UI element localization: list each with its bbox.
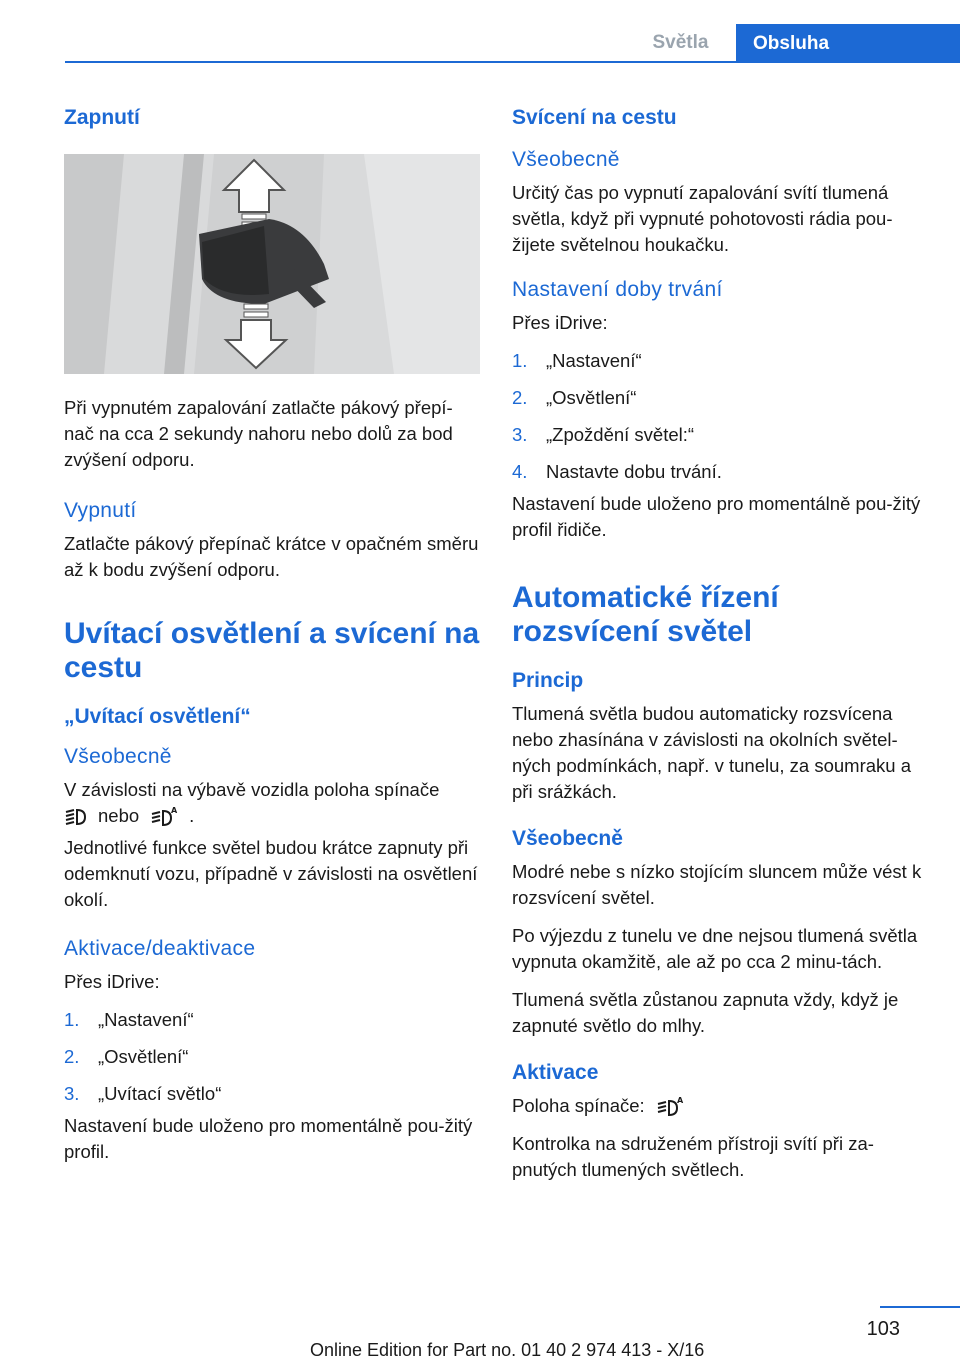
heading-zapnuti: Zapnutí: [64, 106, 140, 129]
svg-text:A: A: [676, 1096, 683, 1106]
edition-note: Online Edition for Part no. 01 40 2 974 413 - X/16: [310, 1340, 705, 1360]
paragraph-urcity-cas: Určitý čas po vypnutí zapalování svítí tlumená světla, když při vypnuté pohotovosti rádia pou-žijete světelnou houkačku.: [512, 182, 893, 255]
paragraph-modre-nebe: Modré nebe s nízko stojícím sluncem může vést k rozsvícení světel.: [512, 861, 922, 908]
paragraph-ulozeno-right: Nastavení bude uloženo pro momentálně pou-žitý profil řidiče.: [512, 493, 921, 540]
heading-vseobecne-left: Všeobecně: [64, 745, 172, 768]
paragraph-vypnuti: Zatlačte pákový přepínač krátce v opačném směru až k bodu zvýšení odporu.: [64, 533, 479, 580]
heading-uvitaci-osvetleni: Uvítací osvětlení a svícení na cestu: [64, 617, 480, 684]
list-item: 3. „Zpoždění světel:“: [512, 424, 695, 445]
paragraph-funkce: Jednotlivé funkce světel budou krátce zapnuty při odemknutí vozu, případně v závislosti na osvětlení okolí.: [64, 837, 478, 910]
heading-automaticke-rizeni: Automatické řízení rozsvícení světel: [512, 581, 779, 648]
list-item: 4. Nastavte dobu trvání.: [512, 461, 722, 482]
list-item: 1. „Nastavení“: [512, 350, 642, 371]
list-item: 1. „Nastavení“: [64, 1009, 194, 1030]
list-item: 3. „Uvítací světlo“: [64, 1083, 222, 1104]
paragraph-zapnuti: Při vypnutém zapalování zatlačte pákový přepí-nač na cca 2 sekundy nahoru nebo dolů za bod zvýšení odporu.: [64, 397, 453, 470]
heading-vseobecne-right-2: Všeobecně: [512, 827, 623, 850]
heading-sviceni-na-cestu: Svícení na cestu: [512, 106, 677, 129]
heading-aktivace: Aktivace: [512, 1061, 599, 1084]
heading-aktivace-deaktivace: Aktivace/deaktivace: [64, 937, 256, 960]
svg-text:A: A: [171, 806, 178, 816]
auto-headlight-icon: [149, 806, 179, 828]
list-item: 2. „Osvětlení“: [64, 1046, 189, 1067]
heading-vseobecne-right: Všeobecně: [512, 148, 620, 171]
paragraph-princip: Tlumená světla budou automaticky rozsvícena nebo zhasínána v závislosti na okolních světel-ných podmínkách, např. v tunelu, za soumraku a při srážkách.: [512, 703, 911, 802]
page-number: 103: [866, 1318, 900, 1340]
paragraph-vseobecne-left: [64, 777, 480, 829]
paragraph-kontrolka: Kontrolka na sdruženém přístroji svítí při za-pnutých tlumených světlech.: [512, 1133, 874, 1180]
low-beam-icon: [64, 806, 88, 828]
header-rule: [65, 61, 960, 63]
list-right: [512, 348, 930, 485]
list-left: [64, 1007, 480, 1107]
paragraph-vyjezd: Po výjezdu z tunelu ve dne nejsou tlumená světla vypnuta okamžitě, ale až po cca 2 minu-tách.: [512, 925, 918, 972]
footer-rule: [880, 1306, 960, 1308]
heading-nastaveni-doby: Nastavení doby trvání: [512, 278, 723, 301]
paragraph-poloha-spinace: Poloha spínače: A: [512, 1093, 930, 1119]
period-text: .: [189, 805, 195, 826]
chapter-tab: Obsluha: [736, 24, 960, 63]
heading-uvitaci-sub: „Uvítací osvětlení“: [64, 705, 251, 728]
left-column: [64, 100, 480, 1177]
paragraph-ulozeno-left: Nastavení bude uloženo pro momentálně pou-žitý profil.: [64, 1115, 473, 1162]
paragraph-pres-idrive-right: Přes iDrive:: [512, 312, 608, 333]
section-tab: Světla: [625, 24, 736, 61]
vseobecne-text: V závislosti na výbavě vozidla poloha spínače: [64, 779, 440, 800]
heading-princip: Princip: [512, 669, 584, 692]
right-column: [512, 100, 930, 1195]
lever-switch-figure: [64, 154, 480, 374]
paragraph-mlha: Tlumená světla zůstanou zapnuta vždy, když je zapnuté světlo do mlhy.: [512, 989, 899, 1036]
paragraph-pres-idrive-left: Přes iDrive:: [64, 971, 160, 992]
nebo-text: nebo: [98, 805, 140, 826]
auto-headlight-icon: [655, 1096, 685, 1118]
heading-vypnuti: Vypnutí: [64, 499, 137, 522]
list-item: 2. „Osvětlení“: [512, 387, 637, 408]
